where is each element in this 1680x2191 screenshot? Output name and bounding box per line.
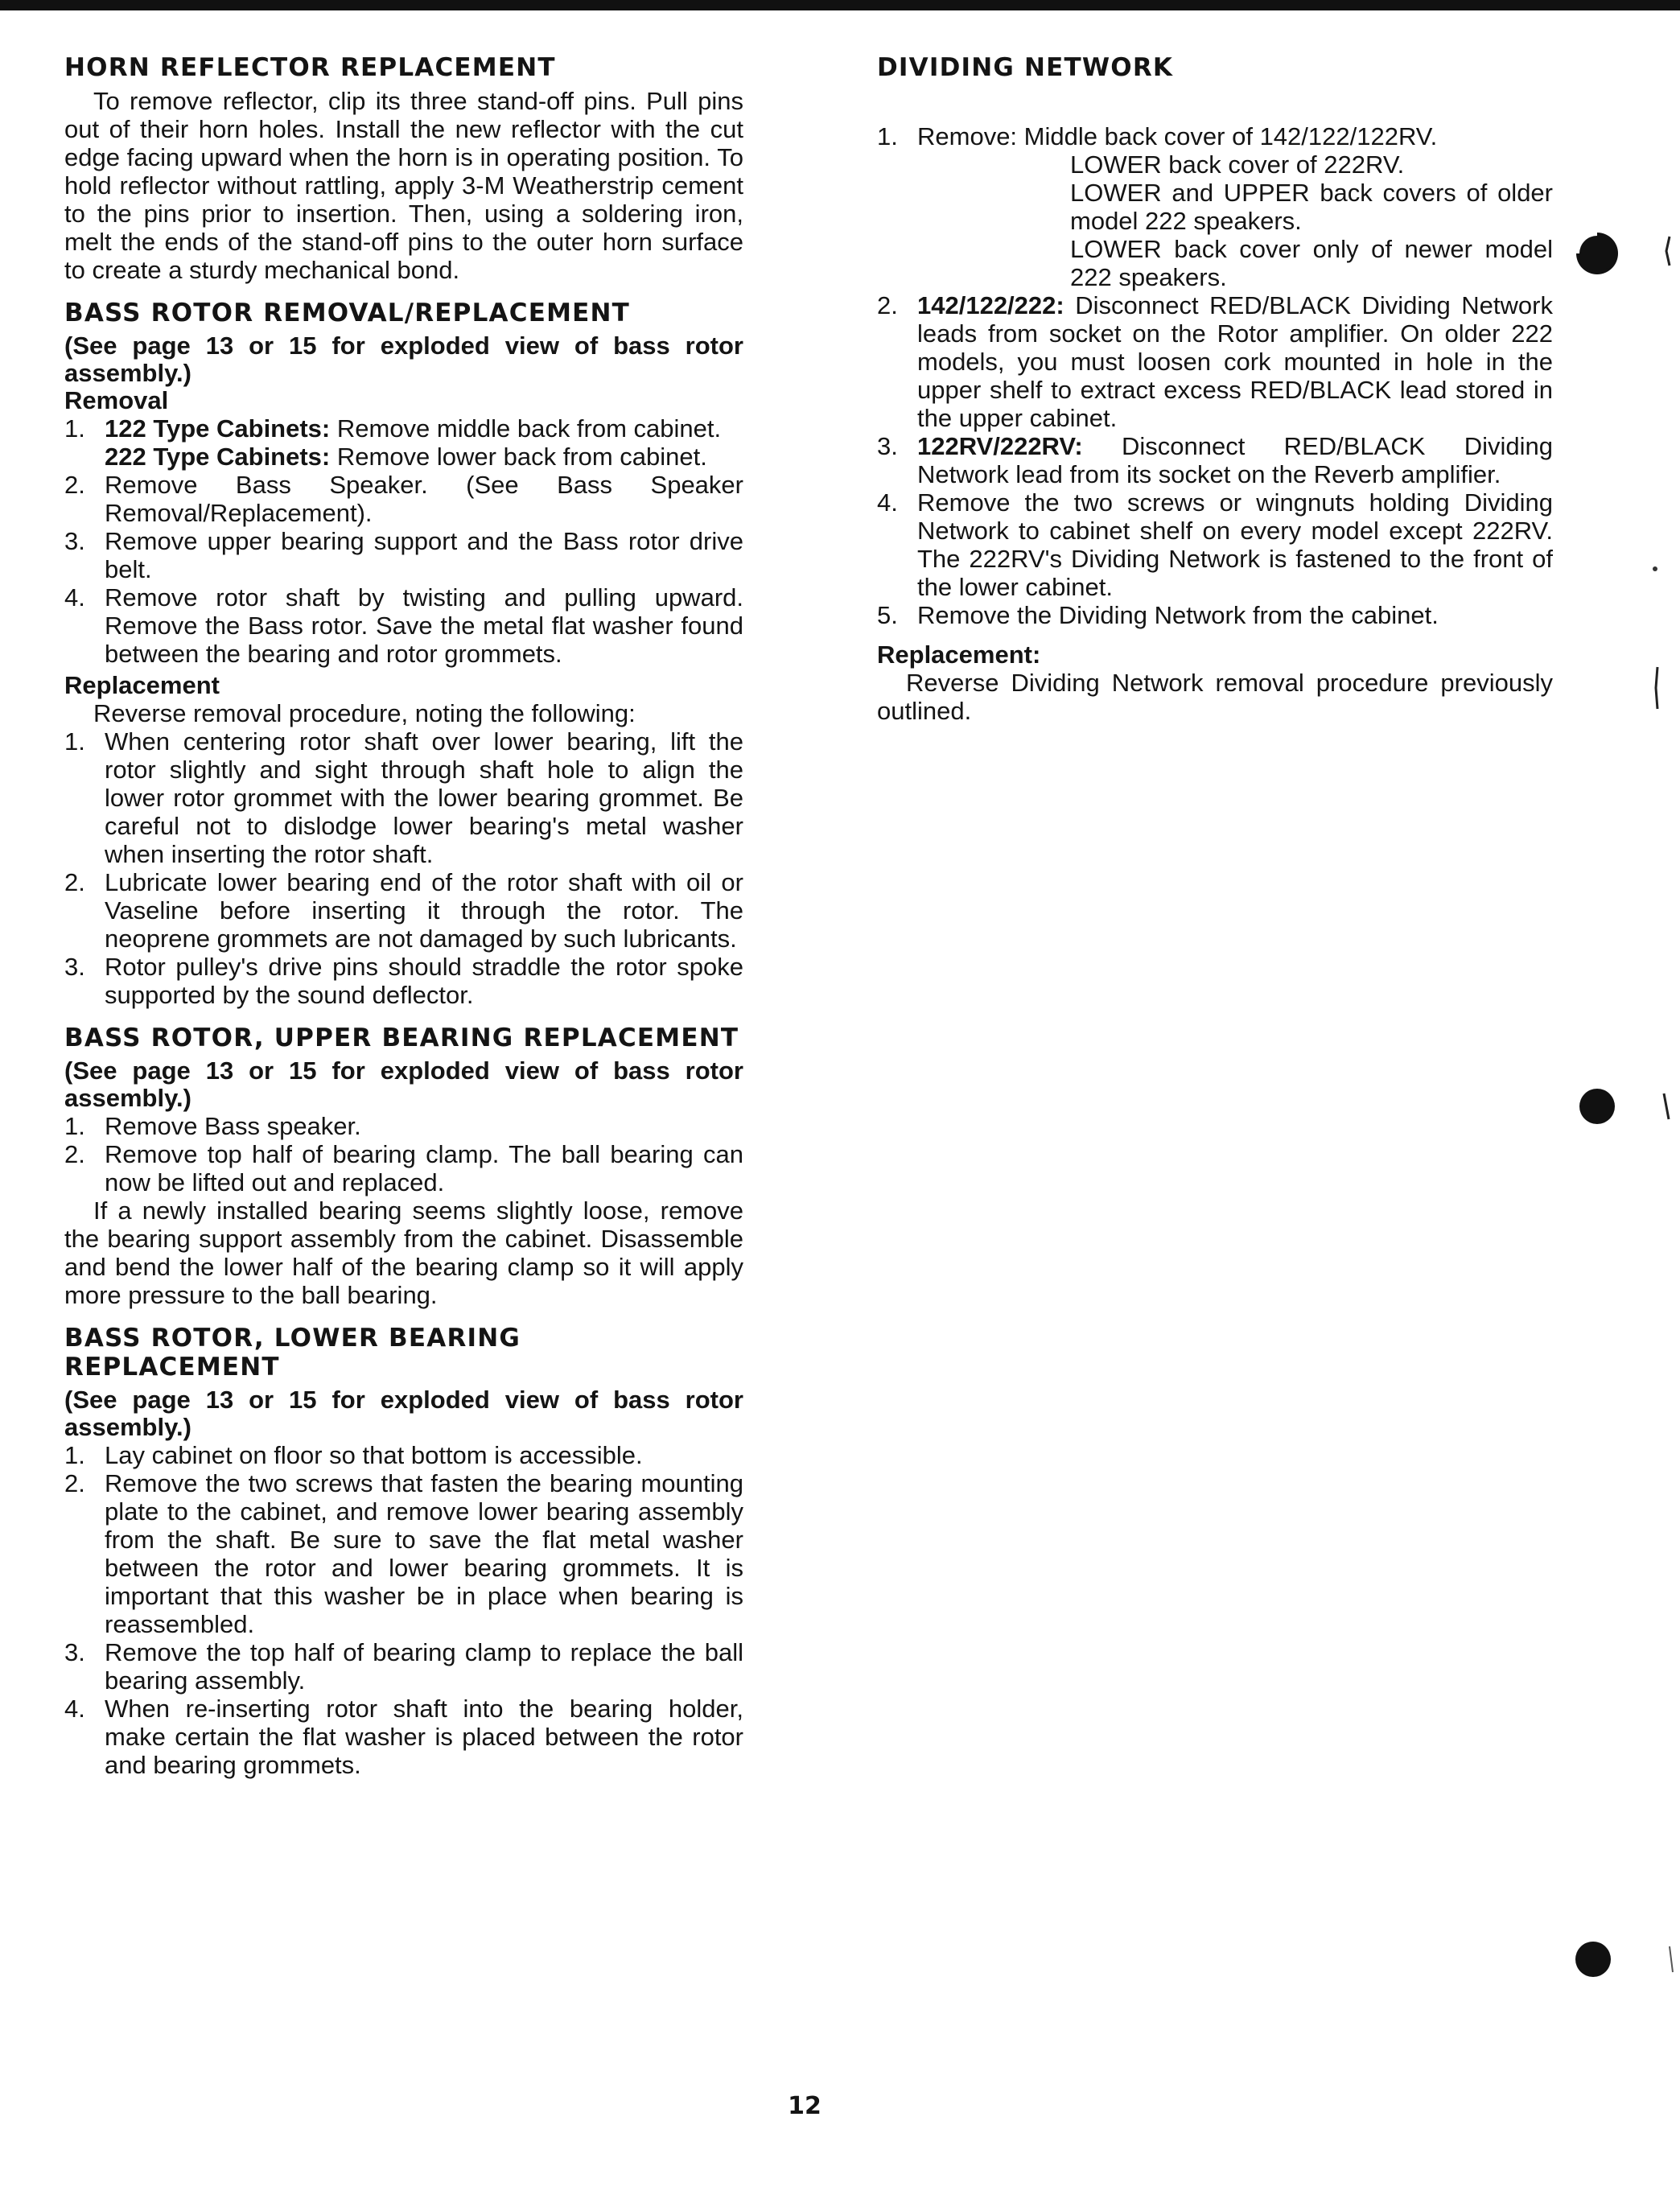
right-column	[877, 53, 1553, 739]
margin-dot-icon	[1649, 563, 1661, 575]
dividing-network-steps	[877, 122, 1553, 629]
list-item	[877, 122, 1553, 291]
list-item	[64, 1112, 743, 1140]
list-item	[877, 488, 1553, 601]
section-heading: HORN REFLECTOR REPLACEMENT	[64, 53, 556, 82]
step-number: 2.	[64, 1469, 85, 1497]
step-number: 3.	[877, 432, 898, 460]
step-number: 3.	[64, 527, 85, 555]
step-number: 3.	[64, 1638, 85, 1666]
list-item	[64, 527, 743, 583]
margin-mark-icon	[1662, 235, 1674, 267]
margin-mark-icon	[1661, 1090, 1672, 1122]
step-text: Rotor pulley's drive pins should straddle the rotor spoke supported by the sound deflector.	[105, 953, 743, 1009]
replacement-heading: Replacement:	[877, 640, 1041, 669]
list-item	[64, 583, 743, 668]
upper-bearing-steps	[64, 1112, 743, 1196]
list-item	[64, 1695, 743, 1779]
step-text: Remove the two screws that fasten the bearing mounting plate to the cabinet, and remove lower bearing assembly from the shaft. Be sure to save the flat metal washer between the rotor and lower bearing grommets. It is important that this washer be in place when bearing is reassembled.	[105, 1469, 743, 1638]
step-number: 5.	[877, 601, 898, 629]
step-number: 1.	[64, 1441, 85, 1469]
punch-hole-icon	[1569, 1935, 1617, 1983]
list-item	[877, 432, 1553, 488]
step-label: 142/122/222:	[917, 291, 1064, 319]
step-text: Lay cabinet on floor so that bottom is accessible.	[105, 1441, 643, 1469]
dividing-network-section	[877, 53, 1553, 725]
page-number: 12	[788, 2092, 821, 2120]
step-text	[917, 122, 1553, 291]
list-item	[64, 1140, 743, 1196]
step-line: LOWER back cover of 222RV.	[1070, 150, 1405, 179]
list-item	[64, 953, 743, 1009]
step-text: When centering rotor shaft over lower bearing, lift the rotor slightly and sight through shaft hole to align the lower rotor grommet with the lower bearing grommet. Be careful not to dislodge lower bearing's metal washer when inserting the rotor shaft.	[105, 727, 743, 868]
replacement-heading: Replacement	[64, 671, 220, 699]
step-text: Remove upper bearing support and the Bass rotor drive belt.	[105, 527, 743, 583]
step-line: LOWER back cover only of newer model 222 speakers.	[1070, 235, 1553, 291]
exploded-view-note: (See page 13 or 15 for exploded view of bass rotor assembly.)	[64, 1056, 743, 1112]
paragraph: If a newly installed bearing seems slightly loose, remove the bearing support assembly from the cabinet. Disassemble and bend the lower half of the bearing clamp so it will apply more pressure to the ball bearing.	[64, 1196, 743, 1309]
step-text-part: Remove lower back from cabinet.	[330, 443, 707, 471]
step-number: 1.	[877, 122, 898, 150]
list-item	[64, 471, 743, 527]
step-number: 4.	[877, 488, 898, 517]
step-number: 2.	[877, 291, 898, 319]
section-heading: DIVIDING NETWORK	[877, 53, 1174, 82]
step-text-part: Disconnect RED/BLACK Dividing Network leads from socket on the Rotor amplifier. On older 222 models, you must loosen cork mounted in hole in the upper shelf to extract excess RED/BLACK lead stored in the upper cabinet.	[917, 291, 1553, 432]
lower-bearing-section	[64, 1324, 743, 1779]
step-text: Remove top half of bearing clamp. The ball bearing can now be lifted out and replaced.	[105, 1140, 743, 1196]
step-number: 2.	[64, 1140, 85, 1168]
step-text	[917, 291, 1553, 432]
punch-hole-icon	[1573, 229, 1621, 278]
upper-bearing-section	[64, 1023, 743, 1309]
step-number: 1.	[64, 414, 85, 443]
punch-hole-icon	[1573, 1082, 1621, 1131]
margin-mark-icon	[1666, 1943, 1677, 1975]
step-text: Remove the two screws or wingnuts holding Dividing Network to cabinet shelf on every model except 222RV. The 222RV's Dividing Network is fastened to the front of the lower cabinet.	[917, 488, 1553, 601]
horn-reflector-section	[64, 53, 743, 284]
section-heading: BASS ROTOR, LOWER BEARING REPLACEMENT	[64, 1324, 521, 1382]
bass-rotor-section	[64, 299, 743, 1009]
step-text: Remove the top half of bearing clamp to replace the ball bearing assembly.	[105, 1638, 743, 1695]
left-column	[64, 53, 743, 1794]
step-number: 4.	[64, 583, 85, 612]
step-label: 222 Type Cabinets:	[105, 443, 331, 471]
step-label: 122RV/222RV:	[917, 432, 1083, 460]
list-item	[64, 1441, 743, 1469]
step-text	[105, 414, 743, 471]
removal-steps	[64, 414, 743, 668]
list-item	[877, 601, 1553, 629]
step-number: 1.	[64, 1112, 85, 1140]
step-text-part: Disconnect RED/BLACK Dividing Network lead from its socket on the Reverb amplifier.	[917, 432, 1553, 488]
section-heading: BASS ROTOR, UPPER BEARING REPLACEMENT	[64, 1023, 739, 1052]
list-item	[64, 1469, 743, 1638]
removal-heading: Removal	[64, 386, 169, 414]
step-number: 2.	[64, 471, 85, 499]
lower-bearing-steps	[64, 1441, 743, 1779]
margin-mark-icon	[1651, 664, 1662, 712]
list-item	[64, 414, 743, 471]
step-label: 122 Type Cabinets:	[105, 414, 331, 443]
list-item	[64, 868, 743, 953]
list-item	[64, 727, 743, 868]
list-item	[64, 1638, 743, 1695]
paragraph: Reverse Dividing Network removal procedure previously outlined.	[877, 669, 1553, 725]
step-text: Remove the Dividing Network from the cabinet.	[917, 601, 1439, 629]
step-text: When re-inserting rotor shaft into the bearing holder, make certain the flat washer is placed between the rotor and bearing grommets.	[105, 1695, 743, 1779]
step-text: Remove rotor shaft by twisting and pulling upward. Remove the Bass rotor. Save the metal flat washer found between the bearing and rotor grommets.	[105, 583, 743, 668]
list-item	[877, 291, 1553, 432]
step-text	[917, 432, 1553, 488]
step-text: Remove Bass speaker.	[105, 1112, 361, 1140]
step-text: Lubricate lower bearing end of the rotor shaft with oil or Vaseline before inserting it through the rotor. The neoprene grommets are not damaged by such lubricants.	[105, 868, 743, 953]
paragraph: To remove reflector, clip its three stand-off pins. Pull pins out of their horn holes. Install the new reflector with the cut edge facing upward when the horn is in operating position. To hold reflector without rattling, apply 3-M Weatherstrip cement to the pins prior to insertion. Then, using a soldering iron, melt the ends of the stand-off pins to the outer horn surface to create a sturdy mechanical bond.	[64, 87, 743, 284]
step-number: 3.	[64, 953, 85, 981]
step-number: 1.	[64, 727, 85, 756]
exploded-view-note: (See page 13 or 15 for exploded view of bass rotor assembly.)	[64, 332, 743, 387]
step-line: LOWER and UPPER back covers of older model 222 speakers.	[1070, 179, 1553, 235]
step-text: Remove Bass Speaker. (See Bass Speaker Removal/Replacement).	[105, 471, 743, 527]
paragraph: Reverse removal procedure, noting the following:	[93, 699, 636, 727]
step-text-part: Remove middle back from cabinet.	[330, 414, 722, 443]
step-number: 2.	[64, 868, 85, 896]
step-line: Remove: Middle back cover of 142/122/122RV.	[917, 122, 1438, 150]
section-heading: BASS ROTOR REMOVAL/REPLACEMENT	[64, 299, 630, 327]
exploded-view-note: (See page 13 or 15 for exploded view of bass rotor assembly.)	[64, 1386, 743, 1441]
top-border-rule	[0, 0, 1680, 10]
step-number: 4.	[64, 1695, 85, 1723]
replacement-steps	[64, 727, 743, 1009]
